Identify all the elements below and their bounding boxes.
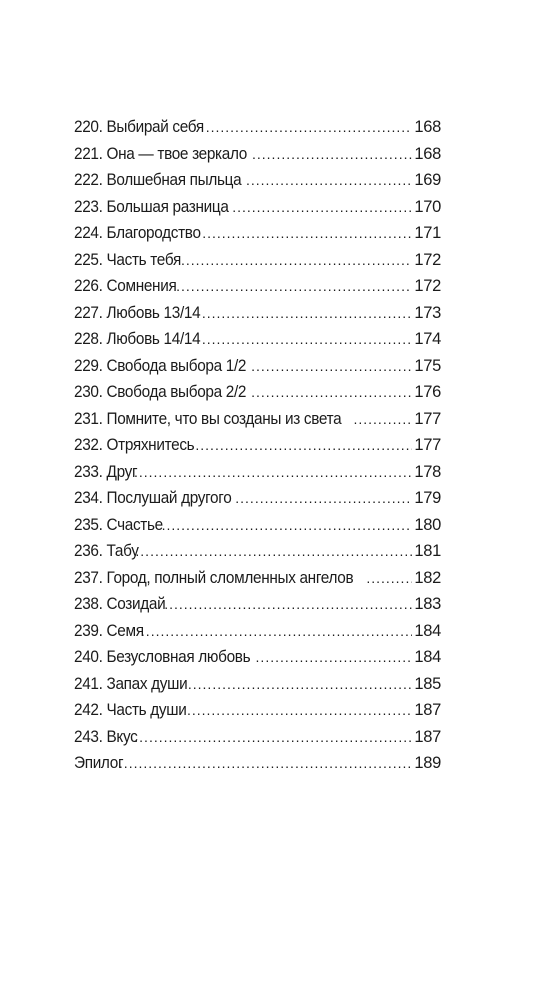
dot-leader [119, 750, 412, 777]
dot-leader [195, 432, 412, 459]
toc-entry[interactable] [74, 406, 441, 433]
toc-entry-title: 238. Созидай [74, 595, 166, 613]
toc-entry[interactable] [74, 379, 441, 406]
dot-leader [162, 512, 413, 539]
toc-entry-page: 185 [414, 674, 441, 693]
dot-leader [251, 379, 412, 406]
toc-entry[interactable] [74, 565, 441, 592]
toc-entry-page: 172 [414, 277, 441, 295]
toc-entry-page: 172 [414, 250, 441, 269]
toc-entry-title: 234. Послушай другого [74, 489, 232, 507]
toc-entry[interactable] [74, 432, 441, 459]
toc-entry-title: 226. Сомнения [74, 277, 177, 295]
toc-entry-title: 240. Безусловная любовь [74, 648, 251, 666]
toc-entry-page: 177 [414, 436, 441, 454]
dot-leader [135, 538, 412, 565]
toc-entry[interactable] [74, 247, 441, 274]
dot-leader [235, 485, 412, 512]
toc-entry-page: 181 [414, 542, 441, 560]
toc-entry-page: 179 [414, 489, 441, 507]
dot-leader [164, 591, 412, 618]
toc-entry-epilogue[interactable] [74, 750, 441, 777]
toc-entry-page: 168 [414, 118, 441, 136]
toc-entry[interactable] [74, 141, 441, 168]
toc-entry-title: 236. Табу [74, 542, 139, 560]
toc-entry[interactable] [74, 618, 441, 645]
toc-entry-title: 228. Любовь 14/14 [74, 330, 201, 348]
dot-leader [366, 565, 412, 592]
dot-leader [134, 724, 412, 751]
toc-entry-title: 239. Семя [74, 621, 144, 640]
toc-entry-title: 242. Часть души [74, 701, 187, 719]
toc-entry-page: 180 [414, 515, 441, 534]
dot-leader [252, 141, 412, 168]
toc-entry-page: 173 [414, 303, 441, 322]
dot-leader [181, 247, 412, 274]
dot-leader [141, 618, 412, 645]
toc-entry[interactable] [74, 591, 441, 618]
dot-leader [202, 220, 412, 247]
toc-entry-page: 187 [414, 701, 441, 719]
toc-entry-title: 232. Отряхнитесь [74, 436, 195, 454]
toc-entry[interactable] [74, 114, 441, 141]
toc-entry-page: 169 [414, 171, 441, 189]
dot-leader [232, 194, 412, 221]
dot-leader [251, 353, 412, 380]
toc-entry-page: 178 [414, 462, 441, 481]
toc-entry[interactable] [74, 167, 441, 194]
toc-entry-title: 235. Счастье [74, 515, 163, 534]
toc-entry[interactable] [74, 724, 441, 751]
toc-entry-title: 231. Помните, что вы созданы из света [74, 409, 342, 428]
toc-entry-page: 183 [414, 595, 441, 613]
toc-entry[interactable] [74, 644, 441, 671]
toc-entry-title: 233. Друг [74, 462, 138, 481]
dot-leader [256, 644, 413, 671]
toc-entry-title: 224. Благородство [74, 224, 201, 242]
dot-leader [353, 406, 412, 433]
toc-entry[interactable] [74, 326, 441, 353]
toc-entry-page: 177 [414, 409, 441, 428]
toc-entry-page: 175 [414, 356, 441, 375]
toc-entry-title: 221. Она — твое зеркало [74, 144, 247, 163]
toc-entry-page: 171 [414, 224, 441, 242]
toc-entry-title: 222. Волшебная пыльца [74, 171, 242, 189]
toc-entry-page: 184 [414, 621, 441, 640]
toc-entry-page: 189 [414, 754, 441, 772]
toc-entry-page: 182 [414, 568, 441, 587]
toc-entry[interactable] [74, 538, 441, 565]
dot-leader [206, 114, 413, 141]
dot-leader [134, 459, 412, 486]
toc-entry-title: 225. Часть тебя [74, 250, 181, 269]
toc-entry-page: 170 [414, 197, 441, 216]
toc-entry-title: 229. Свобода выбора 1/2 [74, 356, 247, 375]
toc-entry[interactable] [74, 220, 441, 247]
toc-entry[interactable] [74, 353, 441, 380]
toc-entry[interactable] [74, 485, 441, 512]
toc-entry-title: 230. Свобода выбора 2/2 [74, 383, 247, 401]
toc-entry[interactable] [74, 194, 441, 221]
toc-entry[interactable] [74, 273, 441, 300]
toc-entry-title: 223. Большая разница [74, 197, 229, 216]
toc-entry-title: 241. Запах души [74, 674, 188, 693]
toc-entry[interactable] [74, 300, 441, 327]
toc-entry-page: 168 [414, 144, 441, 163]
dot-leader [246, 167, 412, 194]
table-of-contents [74, 114, 441, 777]
toc-entry-page: 187 [414, 727, 441, 746]
toc-entry[interactable] [74, 459, 441, 486]
toc-entry[interactable] [74, 697, 441, 724]
dot-leader [202, 300, 413, 327]
toc-entry-title: 227. Любовь 13/14 [74, 303, 201, 322]
toc-entry-page: 176 [414, 383, 441, 401]
toc-entry[interactable] [74, 671, 441, 698]
toc-entry-page: 184 [414, 648, 441, 666]
toc-entry[interactable] [74, 512, 441, 539]
dot-leader [176, 273, 412, 300]
toc-entry-title: 237. Город, полный сломленных ангелов [74, 568, 354, 587]
toc-entry-title: 220. Выбирай себя [74, 118, 204, 136]
toc-entry-page: 174 [414, 330, 441, 348]
toc-entry-title: 243. Вкус [74, 727, 138, 746]
dot-leader [202, 326, 413, 353]
toc-entry-title: Эпилог [74, 754, 124, 772]
dot-leader [187, 697, 412, 724]
dot-leader [188, 671, 412, 698]
